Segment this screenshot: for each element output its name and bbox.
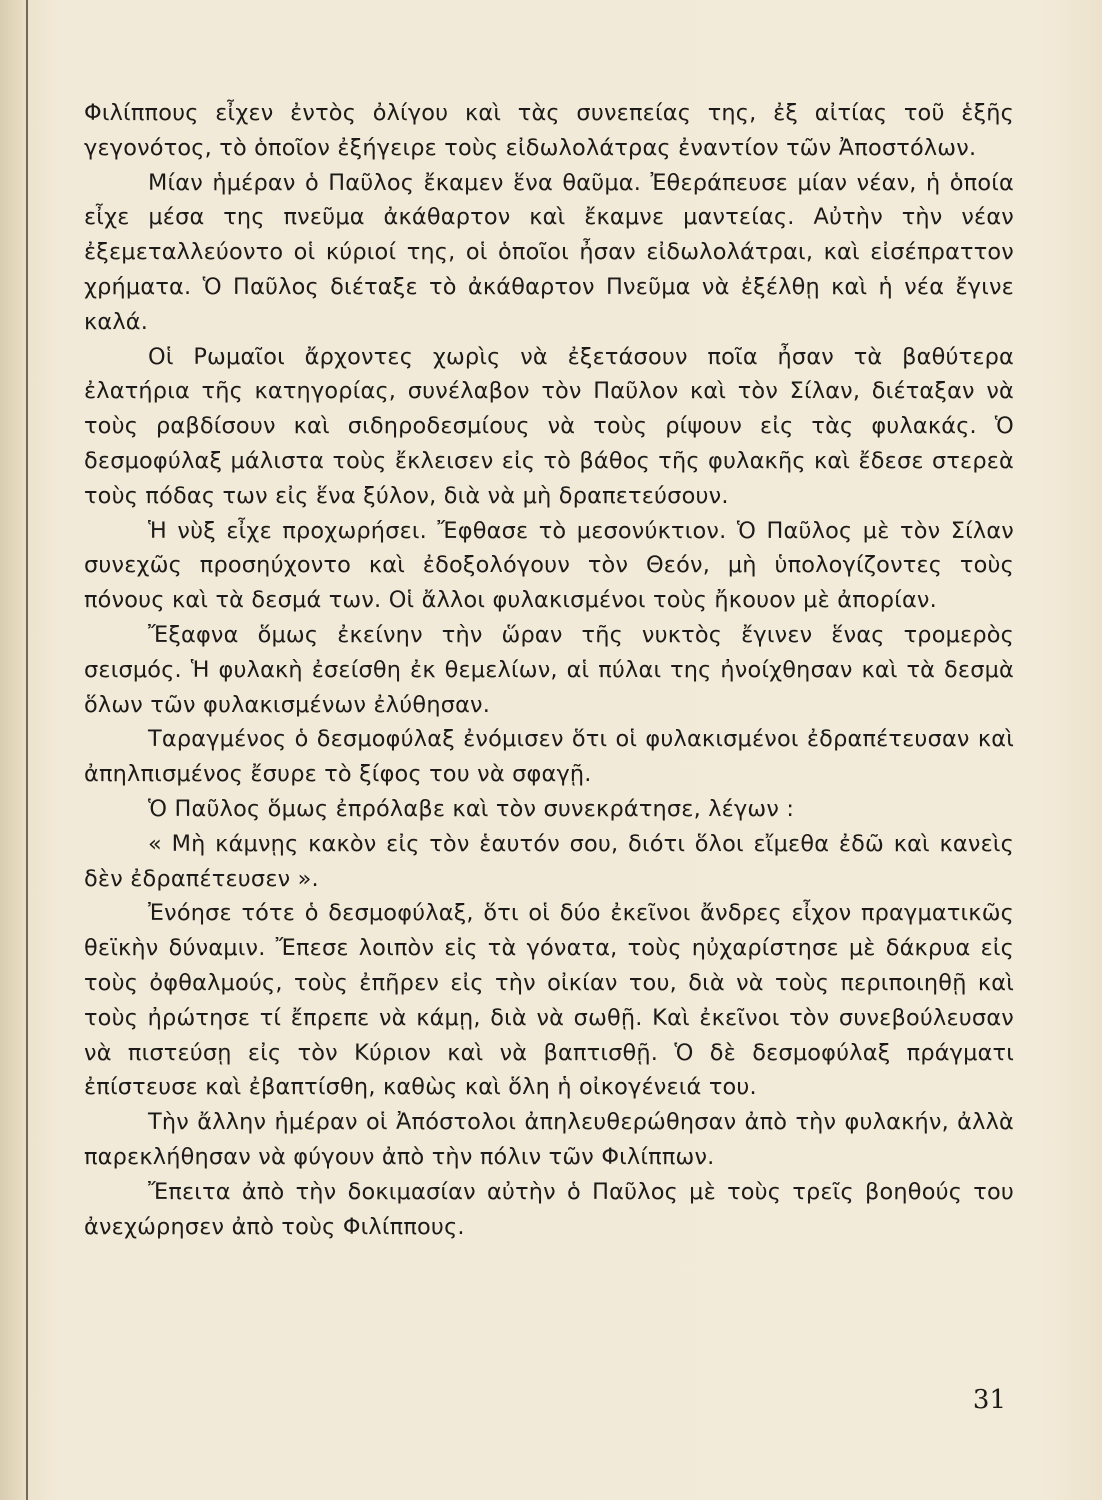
page-number: 31 (972, 1385, 1006, 1415)
paragraph-2: Μίαν ἡμέραν ὁ Παῦλος ἔκαμεν ἕνα θαῦμα. Ἐθεράπευσε μίαν νέαν, ἡ ὁποία εἶχε μέσα της πνεῦμα ἀκάθαρτον καὶ ἔκαμνε μαντείας. Αὐτὴν τὴν νέαν ἐξεμεταλλεύοντο οἱ κύριοί της, οἱ ὁποῖοι ἦσαν εἰδωλολάτραι, καὶ εἰσέπραττον χρήματα. Ὁ Παῦλος διέταξε τὸ ἀκάθαρτον Πνεῦμα νὰ ἐξέλθῃ καὶ ἡ νέα ἔγινε καλά. (84, 169, 1014, 335)
paragraph-5: Ἔξαφνα ὅμως ἐκείνην τὴν ὥραν τῆς νυκτὸς ἔγινεν ἕνας τρομερὸς σεισμός. Ἡ φυλακὴ ἐσείσθη ἐκ θεμελίων, αἱ πύλαι της ἠνοίχθησαν καὶ τὰ δεσμὰ ὅλων τῶν φυλακισμένων ἐλύθησαν. (84, 621, 1014, 718)
binding-edge (0, 0, 28, 1500)
paragraph-6: Ταραγμένος ὁ δεσμοφύλαξ ἐνόμισεν ὅτι οἱ φυλακισμένοι ἐδραπέτευσαν καὶ ἀπηλπισμένος ἔσυρε τὸ ξίφος του νὰ σφαγῇ. (84, 726, 1014, 788)
paragraph-10: Τὴν ἄλλην ἡμέραν οἱ Ἀπόστολοι ἀπηλευθερώθησαν ἀπὸ τὴν φυλακήν, ἀλλὰ παρεκλήθησαν νὰ φύγουν ἀπὸ τὴν πόλιν τῶν Φιλίππων. (84, 1109, 1014, 1170)
paragraph-3: Οἱ Ρωμαῖοι ἄρχοντες χωρὶς νὰ ἐξετάσουν ποῖα ἦσαν τὰ βαθύτερα ἐλατήρια τῆς κατηγορίας, συνέλαβον τὸν Παῦλον καὶ τὸν Σίλαν, διέταξαν νὰ τοὺς ραβδίσουν καὶ σιδηροδεσμίους νὰ τοὺς ρίψουν εἰς τὰς φυλακάς. Ὁ δεσμοφύλαξ μάλιστα τοὺς ἔκλεισεν εἰς τὸ βάθος τῆς φυλακῆς καὶ ἔδεσε στερεὰ τοὺς πόδας των εἰς ἕνα ξύλον, διὰ νὰ μὴ δραπετεύσουν. (84, 343, 1014, 509)
paragraph-1: Φιλίππους εἶχεν ἐντὸς ὀλίγου καὶ τὰς συνεπείας της, ἐξ αἰτίας τοῦ ἑξῆς γεγονότος, τὸ ὁποῖον ἐξήγειρε τοὺς εἰδωλολάτρας ἐναντίον τῶν Ἀποστόλων. (84, 100, 1014, 161)
paragraph-9: Ἐνόησε τότε ὁ δεσμοφύλαξ, ὅτι οἱ δύο ἐκεῖνοι ἄνδρες εἶχον πραγματικῶς θεϊκὴν δύναμιν. Ἔπεσε λοιπὸν εἰς τὰ γόνατα, τοὺς ηὐχαρίστησε μὲ δάκρυα εἰς τοὺς ὀφθαλμούς, τοὺς ἐπῆρεν εἰς τὴν οἰκίαν του, διὰ νὰ τοὺς περιποιηθῇ καὶ τοὺς ἠρώτησε τί ἔπρεπε νὰ κάμῃ, διὰ νὰ σωθῇ. Καὶ ἐκεῖνοι τὸν συνεβούλευσαν νὰ πιστεύσῃ εἰς τὸν Κύριον καὶ νὰ βαπτισθῇ. Ὁ δὲ δεσμοφύλαξ πράγματι ἐπίστευσε καὶ ἐβαπτίσθη, καθὼς καὶ ὅλη ἡ οἰκογένειά του. (84, 900, 1014, 1101)
paragraph-8: « Μὴ κάμνῃς κακὸν εἰς τὸν ἑαυτόν σου, διότι ὅλοι εἴμεθα ἐδῶ καὶ κανεὶς δὲν ἐδραπέτευσεν ». (84, 830, 1014, 892)
paragraph-11: Ἔπειτα ἀπὸ τὴν δοκιμασίαν αὐτὴν ὁ Παῦλος μὲ τοὺς τρεῖς βοηθούς του ἀνεχώρησεν ἀπὸ τοὺς Φιλίππους. (84, 1178, 1014, 1240)
body-text (84, 96, 1014, 1244)
paragraph-4: Ἡ νὺξ εἶχε προχωρήσει. Ἔφθασε τὸ μεσονύκτιον. Ὁ Παῦλος μὲ τὸν Σίλαν συνεχῶς προσηύχοντο καὶ ἐδοξολόγουν τὸν Θεόν, μὴ ὑπολογίζοντες τοὺς πόνους καὶ τὰ δεσμά των. Οἱ ἄλλοι φυλακισμένοι τοὺς ἤκουον μὲ ἀπορίαν. (84, 517, 1014, 614)
binding-line (26, 0, 28, 1500)
paragraph-7: Ὁ Παῦλος ὅμως ἐπρόλαβε καὶ τὸν συνεκράτησε, λέγων : (148, 795, 795, 822)
